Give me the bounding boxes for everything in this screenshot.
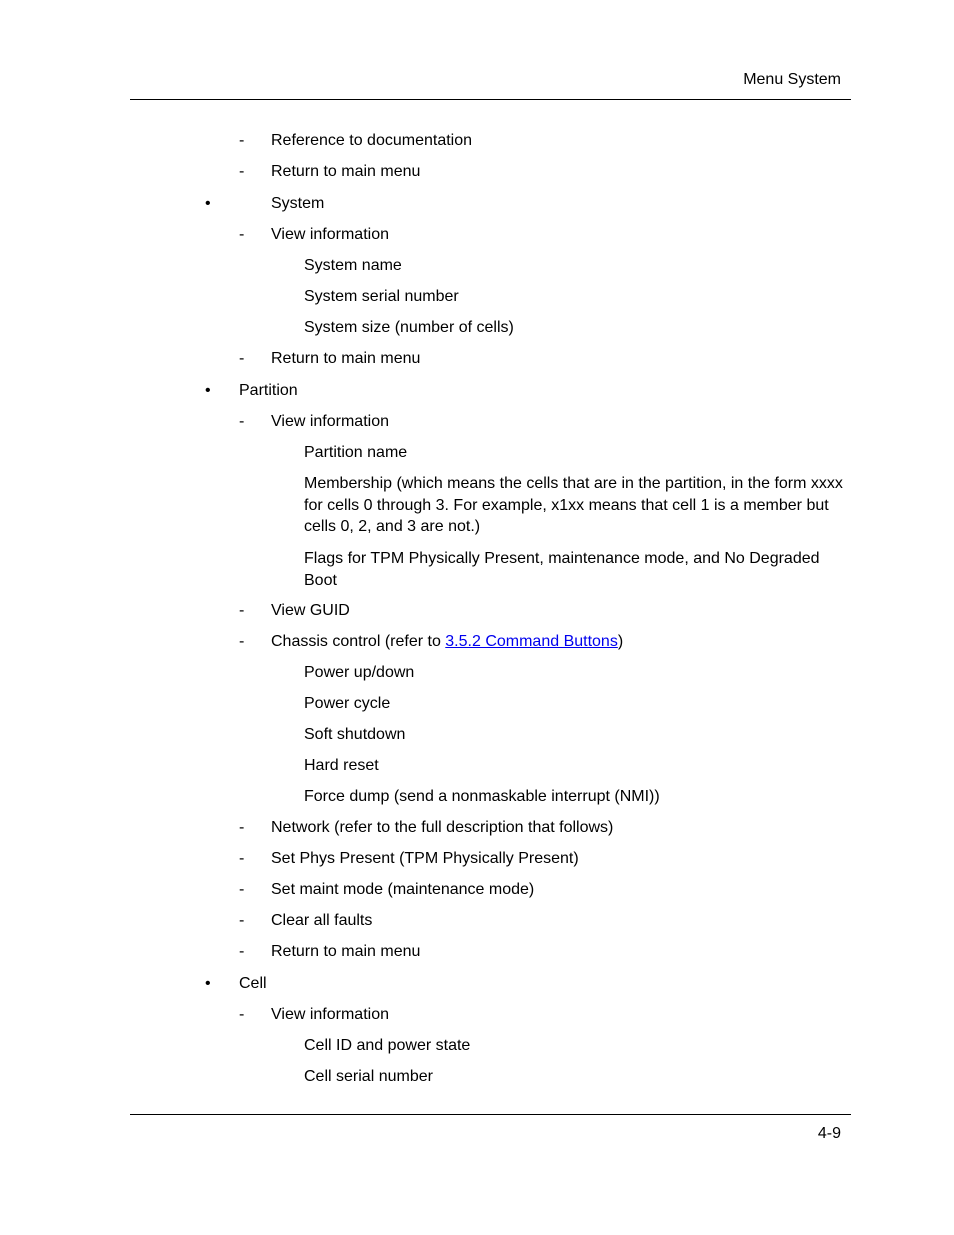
dash-marker: - <box>239 912 245 929</box>
command-buttons-link[interactable]: 3.5.2 Command Buttons <box>445 633 618 650</box>
list-item: Clear all faults <box>271 912 373 929</box>
dash-marker: - <box>239 163 245 180</box>
dash-marker: - <box>239 602 245 619</box>
bullet-marker: • <box>205 382 211 399</box>
dash-marker: - <box>239 943 245 960</box>
list-item: Cell serial number <box>304 1068 433 1085</box>
footer-rule <box>130 1114 851 1115</box>
list-item: View GUID <box>271 602 350 619</box>
dash-marker: - <box>239 850 245 867</box>
dash-marker: - <box>239 633 245 650</box>
dash-marker: - <box>239 819 245 836</box>
dash-marker: - <box>239 226 245 243</box>
page-number: 4-9 <box>817 1125 841 1142</box>
list-item-partition: Partition <box>239 382 298 399</box>
dash-marker: - <box>239 413 245 430</box>
list-item-cell: Cell <box>239 975 267 992</box>
dash-marker: - <box>239 132 245 149</box>
list-item: View information <box>271 226 389 243</box>
list-item: Return to main menu <box>271 350 421 367</box>
list-item: View information <box>271 1006 389 1023</box>
header-rule <box>130 99 851 100</box>
dash-marker: - <box>239 350 245 367</box>
list-item: System size (number of cells) <box>304 319 514 336</box>
chassis-suffix: ) <box>617 633 624 650</box>
list-item-flags: Flags for TPM Physically Present, maintenance mode, and No Degraded Boot <box>304 550 820 589</box>
list-item: Set Phys Present (TPM Physically Present) <box>271 850 579 867</box>
list-item: System name <box>304 257 402 274</box>
list-item: Network (refer to the full description that follows) <box>271 819 614 836</box>
list-item-chassis-control <box>271 631 623 653</box>
running-header-title: Menu System <box>743 71 841 88</box>
bullet-marker: • <box>205 975 211 992</box>
list-item-membership: Membership (which means the cells that are in the partition, in the form xxxx for cells 0 through 3. For example, x1xx means that cell 1 is a member but cells 0, 2, and 3 are not.) <box>304 475 843 535</box>
list-item: View information <box>271 413 389 430</box>
list-item: Reference to documentation <box>271 132 473 149</box>
chassis-prefix: Chassis control (refer to <box>271 633 446 650</box>
dash-marker: - <box>239 881 245 898</box>
bullet-marker: • <box>205 195 211 212</box>
list-item: Return to main menu <box>271 163 421 180</box>
list-item: Force dump (send a nonmaskable interrupt (NMI)) <box>304 788 660 805</box>
list-item-system: System <box>271 195 325 212</box>
list-item: Power up/down <box>304 664 415 681</box>
dash-marker: - <box>239 1006 245 1023</box>
list-item: Partition name <box>304 444 408 461</box>
list-item: System serial number <box>304 288 459 305</box>
list-item: Return to main menu <box>271 943 421 960</box>
list-item: Power cycle <box>304 695 391 712</box>
list-item: Cell ID and power state <box>304 1037 471 1054</box>
list-item: Set maint mode (maintenance mode) <box>271 881 535 898</box>
list-item: Soft shutdown <box>304 726 406 743</box>
list-item: Hard reset <box>304 757 379 774</box>
